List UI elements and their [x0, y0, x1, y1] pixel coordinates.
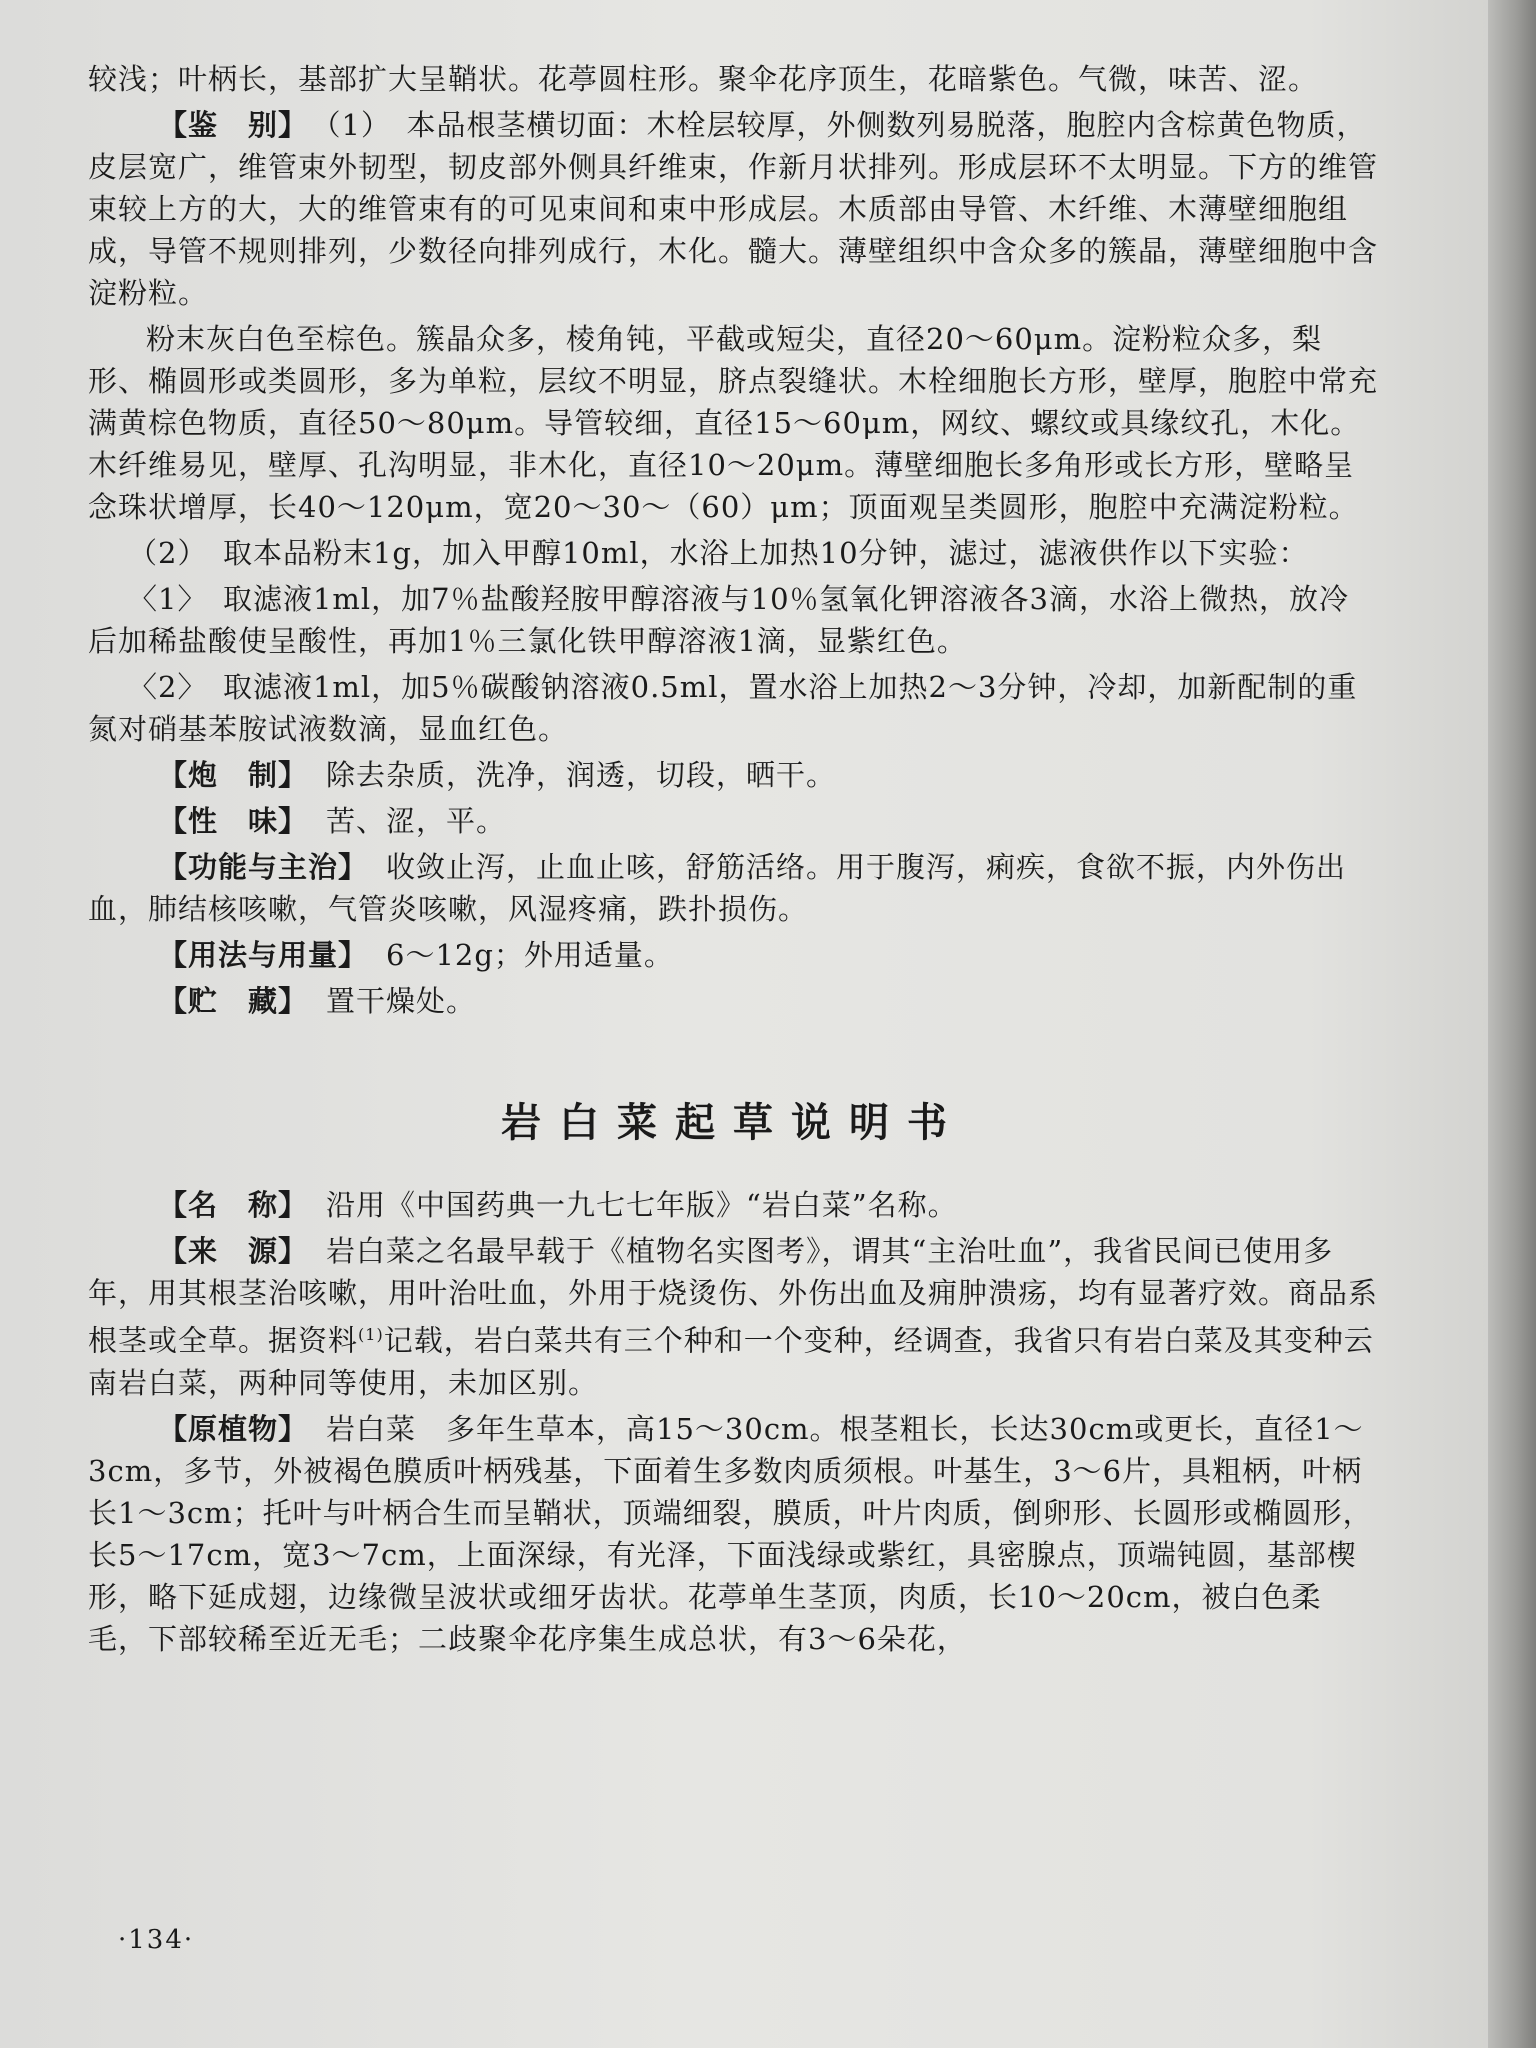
section-title: 岩白菜起草说明书 — [501, 1099, 965, 1146]
processing-heading: 【炮 制】 — [158, 758, 309, 792]
plant-heading: 【原植物】 — [158, 1411, 309, 1446]
paragraph-powder: 粉末灰白色至棕色。簇晶众多，棱角钝，平截或短尖，直径20～60μm。淀粉粒众多，梨形、椭圆形或类圆形，多为单粒，层纹不明显，脐点裂缝状。木栓细胞长方形，壁厚，胞腔中常充满黄棕色物质，直径50～80μm。导管较细，直径15～60μm，网纹、螺纹或具缘纹孔，木化。木纤维易见，壁厚、孔沟明显，非木化，直径10～20μm。薄壁细胞长多角形或长方形，壁略呈念珠状增厚，长40～120μm，宽20～30～（60）μm；顶面观呈类圆形，胞腔中充满淀粉粒。 — [88, 322, 1379, 524]
paragraph-description-end: 较浅；叶柄长，基部扩大呈鞘状。花葶圆柱形。聚伞花序顶生，花暗紫色。气微，味苦、涩。 — [88, 62, 1319, 96]
reference-superscript: (1) — [358, 1325, 384, 1344]
section-taste — [88, 800, 1378, 842]
identification-heading: 【鉴 别】 — [158, 108, 309, 142]
section-function — [88, 846, 1378, 930]
source-text-a: 岩白菜之名最早载于《植物名实图考》，谓其“主治吐血”，我省民间已使用多年，用其根茎治咳嗽，用叶治吐血，外用于烧烫伤、外伤出血及痈肿溃疡，均有显著疗效。商品系根茎或全草。据资料 — [88, 1234, 1379, 1358]
name-text: 沿用《中国药典一九七七年版》“岩白菜”名称。 — [326, 1188, 958, 1222]
paragraph-test-2: （2） 取本品粉末1g，加入甲醇10ml，水浴上加热10分钟，滤过，滤液供作以下实验： — [128, 536, 1309, 570]
section-name — [88, 1184, 1378, 1226]
section-processing — [88, 754, 1378, 796]
source-heading: 【来 源】 — [158, 1234, 309, 1268]
paragraph-test-2-1: 〈1〉 取滤液1ml，加7％盐酸羟胺甲醇溶液与10％氢氧化钾溶液各3滴，水浴上微热，放冷后加稀盐酸使呈酸性，再加1％三氯化铁甲醇溶液1滴，显紫红色。 — [88, 582, 1349, 658]
name-heading: 【名 称】 — [158, 1188, 309, 1222]
section-identification — [88, 104, 1378, 314]
function-heading: 【功能与主治】 — [158, 850, 369, 884]
page-number: ·134· — [118, 1925, 195, 1955]
storage-text: 置干燥处。 — [326, 984, 477, 1018]
page-body — [88, 58, 1378, 1664]
storage-heading: 【贮 藏】 — [158, 984, 309, 1018]
processing-text: 除去杂质，洗净，润透，切段，晒干。 — [326, 758, 837, 792]
taste-text: 苦、涩，平。 — [326, 804, 507, 838]
page-binding-edge — [1488, 0, 1536, 2048]
usage-text: 6～12g；外用适量。 — [386, 938, 674, 972]
section-storage — [88, 980, 1378, 1022]
section-plant — [88, 1408, 1378, 1660]
plant-text: 岩白菜 多年生草本，高15～30cm。根茎粗长，长达30cm或更长，直径1～3cm，多节，外被褐色膜质叶柄残基，下面着生多数肉质须根。叶基生，3～6片，具粗柄，叶柄长1～3cm；托叶与叶柄合生而呈鞘状，顶端细裂，膜质，叶片肉质，倒卵形、长圆形或椭圆形，长5～17cm，宽3～7cm，上面深绿，有光泽，下面浅绿或紫红，具密腺点，顶端钝圆，基部楔形，略下延成翅，边缘微呈波状或细牙齿状。花葶单生茎顶，肉质，长10～20cm，被白色柔毛，下部较稀至近无毛；二歧聚伞花序集生成总状，有3～6朵花， — [88, 1411, 1373, 1656]
section-usage — [88, 934, 1378, 976]
identification-text: （1） 本品根茎横切面：木栓层较厚，外侧数列易脱落，胞腔内含棕黄色物质，皮层宽广，维管束外韧型，韧皮部外侧具纤维束，作新月状排列。形成层环不太明显。下方的维管束较上方的大，大的维管束有的可见束间和束中形成层。木质部由导管、木纤维、木薄壁细胞组成，导管不规则排列，少数径向排列成行，木化。髓大。薄壁组织中含众多的簇晶，薄壁细胞中含淀粉粒。 — [88, 108, 1379, 310]
taste-heading: 【性 味】 — [158, 804, 309, 838]
paragraph-test-2-2: 〈2〉 取滤液1ml，加5％碳酸钠溶液0.5ml，置水浴上加热2～3分钟，冷却，加新配制的重氮对硝基苯胺试液数滴，显血红色。 — [88, 670, 1358, 746]
source-text-b: 记载，岩白菜共有三个种和一个变种，经调查，我省只有岩白菜及其变种云南岩白菜，两种同等使用，未加区别。 — [88, 1323, 1374, 1400]
section-source — [88, 1230, 1378, 1404]
function-text: 收敛止泻，止血止咳，舒筋活络。用于腹泻，痢疾，食欲不振，内外伤出血，肺结核咳嗽，气管炎咳嗽，风湿疼痛，跌扑损伤。 — [88, 850, 1347, 926]
usage-heading: 【用法与用量】 — [158, 938, 369, 972]
